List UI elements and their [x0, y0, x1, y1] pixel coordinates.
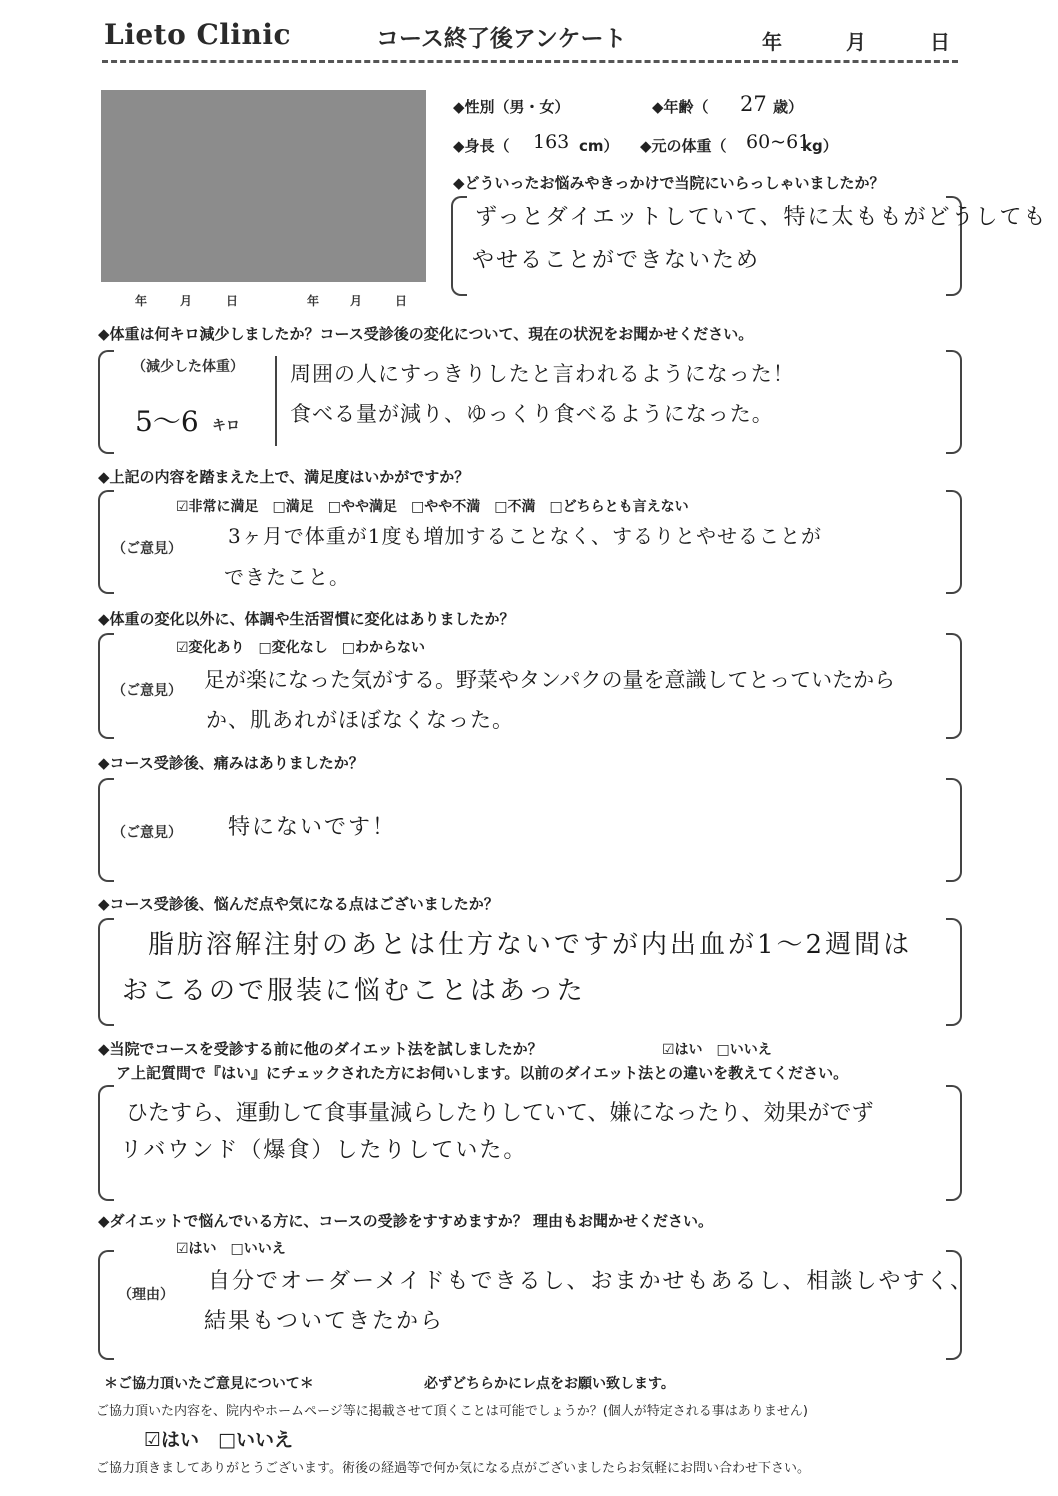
photo-date-left-year: 年 [135, 294, 148, 308]
q4-question: ◆体重の変化以外に、体調や生活習慣に変化はありましたか？ [98, 610, 515, 628]
weight-unit: kg） [802, 137, 838, 155]
age-value[interactable]: 27 [740, 92, 767, 116]
q3-question: ◆上記の内容を踏まえた上で、満足度はいかがですか？ [98, 468, 470, 486]
q8-answer-line2[interactable]: 結果もついてきたから [204, 1309, 445, 1334]
height-value[interactable]: 163 [533, 131, 570, 153]
height-label: ◆身長（ [453, 137, 510, 155]
header-divider [102, 60, 958, 63]
q6-answer-line1[interactable]: 脂肪溶解注射のあとは仕方ないですが内出血が1〜2週間は [148, 930, 913, 960]
footer-note-required: 必ずどちらかにレ点をお願い致します。 [424, 1376, 675, 1392]
q4-answer-line2[interactable]: か、肌あれがほぼなくなった。 [206, 708, 514, 732]
q3-answer-line2[interactable]: できたこと。 [224, 565, 350, 589]
q2-weight-unit: キロ [212, 418, 240, 434]
q1-answer-line1[interactable]: ずっとダイエットしていて、特に太ももがどうしても [475, 205, 1048, 230]
q8-question: ◆ダイエットで悩んでいる方に、コースの受診をすすめますか？ 理由もお聞かせください。 [98, 1212, 713, 1230]
weight-value[interactable]: 60~61 [746, 131, 811, 153]
photo-date-right-month: 月 [350, 294, 363, 308]
q5-bracket-right [946, 778, 962, 882]
header-date-month: 月 [846, 30, 866, 54]
q2-divider [275, 356, 277, 446]
q3-satisfaction-options[interactable]: ☑非常に満足 □満足 □やや満足 □やや不満 □不満 □どちらとも言えない [176, 499, 689, 515]
q2-answer-line2[interactable]: 食べる量が減り、ゆっくり食べるようになった。 [290, 402, 774, 426]
q8-answer-line1[interactable]: 自分でオーダーメイドもできるし、おまかせもあるし、相談しやすく、 [208, 1269, 975, 1294]
footer-thanks: ご協力頂きましてありがとうございます。術後の経過等で何か気になる点がございましたらお気軽にお問い合わせ下さい。 [96, 1461, 810, 1476]
q1-question: ◆どういったお悩みやきっかけで当院にいらっしゃいましたか？ [453, 174, 885, 192]
weight-label: ◆元の体重（ [640, 137, 727, 155]
q7-bracket-right [946, 1085, 962, 1201]
q6-bracket-right [946, 918, 962, 1026]
height-unit: cm） [579, 137, 619, 155]
q2-question: ◆体重は何キロ減少しましたか？コース受診後の変化について、現在の状況をお聞かせください。 [98, 325, 754, 343]
q2-bracket-right [946, 350, 962, 454]
footer-note-title: ＊ご協力頂いたご意見について＊ [104, 1376, 314, 1392]
q5-question: ◆コース受診後、痛みはありましたか？ [98, 754, 364, 772]
age-label: ◆年齢（ [652, 98, 709, 116]
footer-consent-options[interactable]: ☑はい □いいえ [144, 1429, 293, 1451]
q8-reason-label: （理由） [118, 1287, 174, 1303]
age-unit: 歳） [773, 98, 804, 116]
q6-question: ◆コース受診後、悩んだ点や気になる点はございましたか？ [98, 895, 499, 913]
q3-bracket-right [946, 490, 962, 594]
q6-answer-line2[interactable]: おこるので服装に悩むことはあった [122, 976, 586, 1006]
q4-opinion-label: （ご意見） [112, 683, 182, 699]
q2-bracket-left [98, 350, 114, 454]
q8-yes-no-options[interactable]: ☑はい □いいえ [176, 1241, 286, 1257]
q2-answer-line1[interactable]: 周囲の人にすっきりしたと言われるようになった！ [290, 362, 795, 386]
q5-opinion-label: （ご意見） [112, 825, 182, 841]
header-date-year: 年 [762, 30, 782, 54]
photo-date-left-day: 日 [226, 294, 239, 308]
q4-bracket-right [946, 633, 962, 739]
photo-date-left-month: 月 [180, 294, 193, 308]
q1-answer-line2[interactable]: やせることができないため [472, 248, 761, 273]
q8-bracket-left [98, 1250, 114, 1360]
photo-date-right-year: 年 [307, 294, 320, 308]
footer-consent-question: ご協力頂いた内容を、院内やホームページ等に掲載させて頂くことは可能でしょうか？(個人が特定される事はありません) [96, 1404, 808, 1419]
document-title: コース終了後アンケート [376, 26, 627, 52]
q1-bracket-left [451, 196, 467, 296]
q2-weight-value[interactable]: 5〜6 [135, 405, 199, 438]
gender-field[interactable]: ◆性別（男・女） [453, 98, 570, 116]
q3-answer-line1[interactable]: 3ヶ月で体重が1度も増加することなく、するりとやせることが [228, 524, 823, 548]
q4-answer-line1[interactable]: 足が楽になった気がする。野菜やタンパクの量を意識してとっていたから [204, 668, 896, 692]
q7-question: ◆当院でコースを受診する前に他のダイエット法を試しましたか？ [98, 1040, 543, 1058]
q6-bracket-left [98, 918, 114, 1026]
clinic-logo: Lieto Clinic [104, 18, 292, 51]
q7-answer-line2[interactable]: リバウンド（爆食）したりしていた。 [120, 1138, 528, 1163]
q5-answer-line1[interactable]: 特にないです！ [228, 815, 397, 840]
q7-yes-no-options[interactable]: ☑はい □いいえ [662, 1042, 772, 1058]
q7-bracket-left [98, 1085, 114, 1201]
header-date-day: 日 [930, 30, 950, 54]
q3-opinion-label: （ご意見） [112, 541, 182, 557]
photo-date-right-day: 日 [395, 294, 408, 308]
q7-sub-question: ア上記質問で『はい』にチェックされた方にお伺いします。以前のダイエット法との違いを教えてください。 [116, 1064, 849, 1082]
q2-weight-label: （減少した体重） [132, 359, 244, 375]
q4-change-options[interactable]: ☑変化あり □変化なし □わからない [176, 640, 426, 656]
q7-answer-line1[interactable]: ひたすら、運動して食事量減らしたりしていて、嫌になったり、効果がでず [126, 1101, 874, 1126]
photo-redacted [101, 90, 426, 282]
